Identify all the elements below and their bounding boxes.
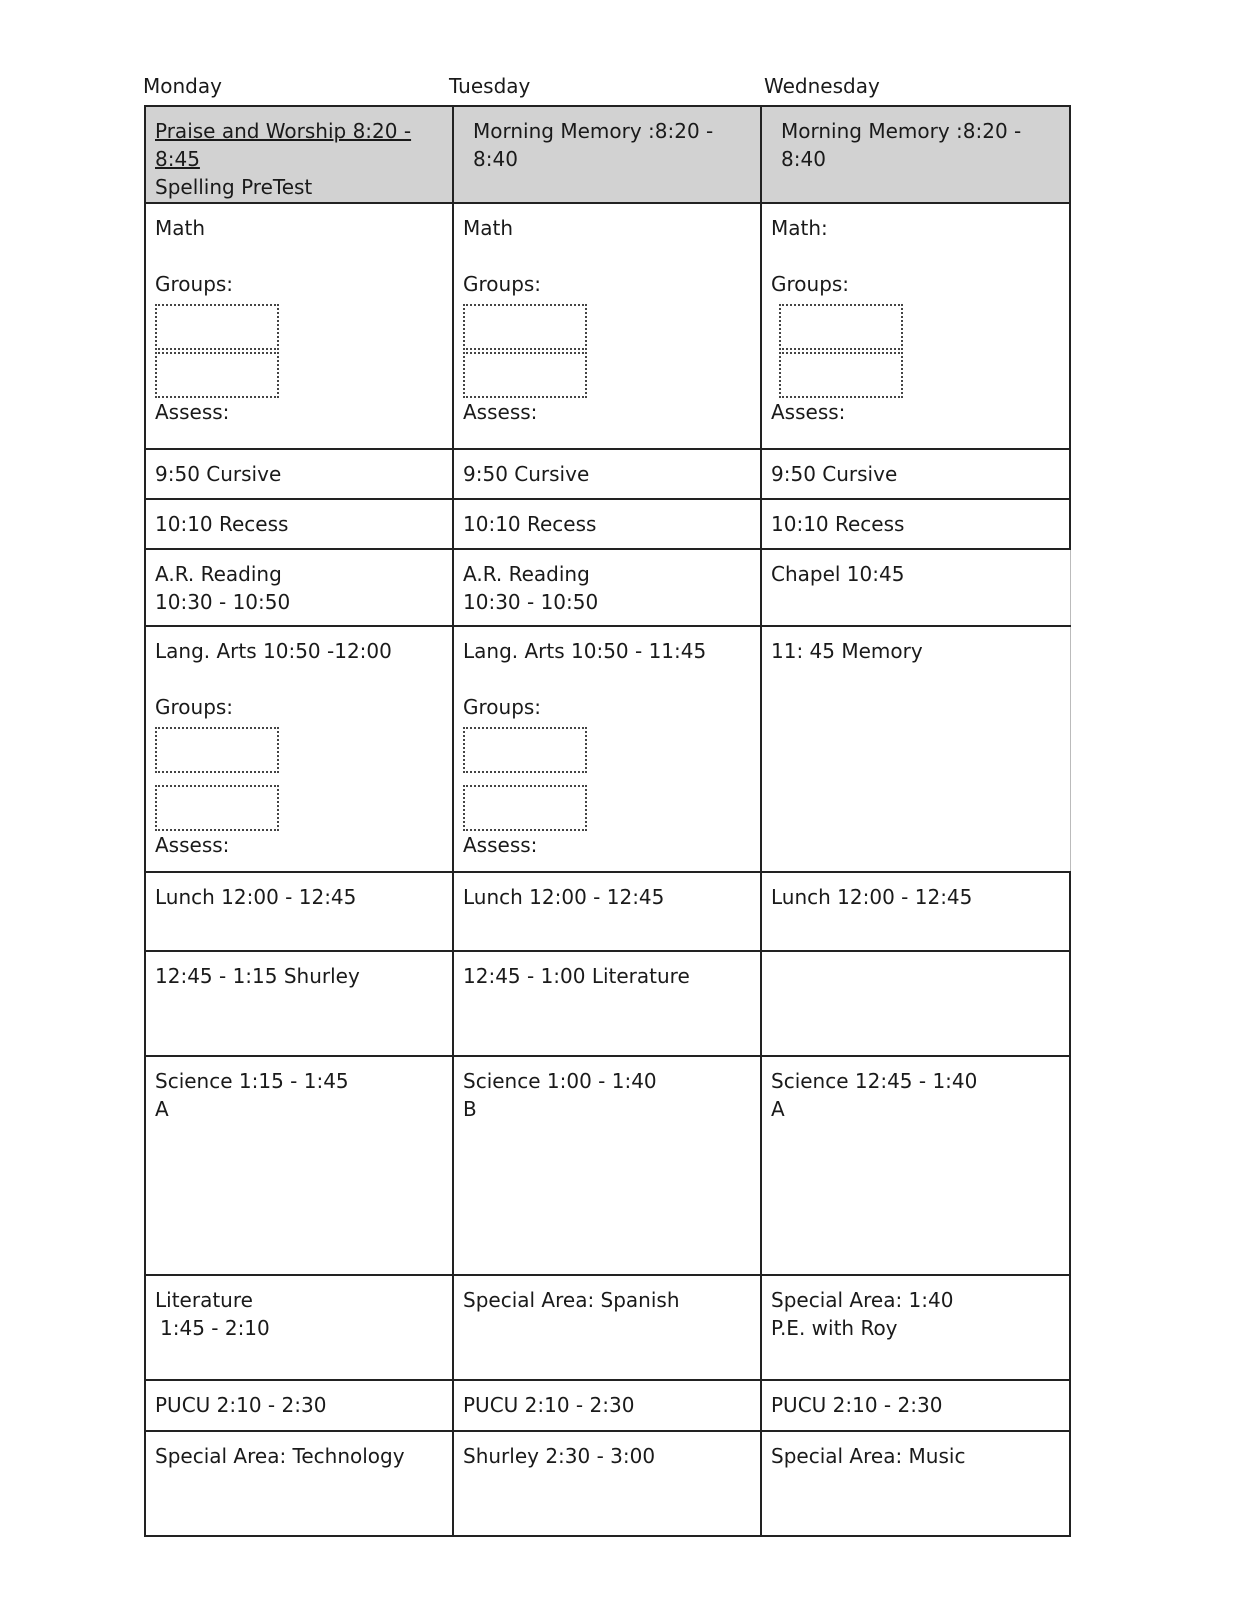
- groups-label: Groups:: [463, 272, 542, 297]
- cell-text: Science 12:45 - 1:40: [771, 1068, 978, 1093]
- group-box: [155, 352, 279, 398]
- cell-langarts-wednesday: [761, 626, 1070, 872]
- cell-special1-wednesday: [761, 1275, 1070, 1380]
- assess-label: Assess:: [463, 833, 538, 858]
- cell-science-tuesday: [453, 1056, 761, 1275]
- cell-text: Math: [463, 216, 514, 241]
- cell-reading-tuesday: [453, 549, 761, 627]
- cell-text: Special Area: Technology: [155, 1443, 405, 1468]
- cell-final-monday: [145, 1431, 453, 1536]
- cell-text: Spelling PreTest: [155, 175, 313, 199]
- cell-text: Special Area: 1:40: [771, 1288, 954, 1313]
- day-header-monday: Monday: [143, 74, 222, 98]
- cell-text: Special Area: Spanish: [463, 1288, 680, 1313]
- cell-text: Shurley 2:30 - 3:00: [463, 1443, 656, 1468]
- cell-text: PUCU 2:10 - 2:30: [463, 1393, 635, 1418]
- cell-text: A: [155, 1096, 169, 1121]
- cell-text: 12:45 - 1:15 Shurley: [155, 963, 360, 988]
- cell-text: 10:10 Recess: [155, 512, 289, 537]
- cell-text: Science 1:15 - 1:45: [155, 1068, 349, 1093]
- cell-afterlunch-tuesday: [453, 951, 761, 1056]
- cell-text: 10:10 Recess: [463, 512, 597, 537]
- cell-special1-monday: [145, 1275, 453, 1380]
- cell-text: Praise and Worship 8:20 - 8:45: [155, 119, 412, 171]
- group-box: [779, 352, 903, 398]
- schedule-table: [144, 105, 1071, 1537]
- cell-text: 9:50 Cursive: [155, 461, 282, 486]
- table-row: [145, 951, 1070, 1056]
- cell-recess-tuesday: [453, 499, 761, 549]
- cell-afterlunch-monday: [145, 951, 453, 1056]
- cell-recess-wednesday: [761, 499, 1070, 549]
- cell-math-wednesday: [761, 203, 1070, 449]
- cell-reading-wednesday: [761, 549, 1070, 627]
- cell-cursive-monday: [145, 449, 453, 500]
- table-row: [145, 1431, 1070, 1536]
- table-row: [145, 1275, 1070, 1380]
- assess-label: Assess:: [463, 400, 538, 425]
- cell-lunch-tuesday: [453, 872, 761, 951]
- cell-text: A.R. Reading: [463, 561, 590, 586]
- table-row: [145, 203, 1070, 449]
- cell-text: Special Area: Music: [771, 1443, 966, 1468]
- cell-science-wednesday: [761, 1056, 1070, 1275]
- cell-text: Morning Memory :8:20 - 8:40: [473, 119, 714, 171]
- cell-text: Lunch 12:00 - 12:45: [463, 884, 665, 909]
- cell-reading-monday: [145, 549, 453, 627]
- cell-text: A: [771, 1096, 785, 1121]
- cell-lunch-monday: [145, 872, 453, 951]
- table-row: [145, 549, 1070, 627]
- cell-text: 1:45 - 2:10: [160, 1316, 270, 1341]
- groups-label: Groups:: [155, 695, 234, 720]
- cell-text: A.R. Reading: [155, 561, 282, 586]
- cell-text: Morning Memory :8:20 - 8:40: [781, 119, 1022, 171]
- table-row: [145, 1056, 1070, 1275]
- group-box: [155, 785, 279, 831]
- group-box: [463, 785, 587, 831]
- cell-final-tuesday: [453, 1431, 761, 1536]
- cell-text: PUCU 2:10 - 2:30: [771, 1393, 943, 1418]
- cell-text: Lang. Arts 10:50 - 11:45: [463, 639, 707, 664]
- cell-text: Lunch 12:00 - 12:45: [155, 884, 357, 909]
- cell-text: 12:45 - 1:00 Literature: [463, 963, 690, 988]
- table-row: [145, 106, 1070, 203]
- groups-label: Groups:: [463, 695, 542, 720]
- cell-text: 9:50 Cursive: [463, 461, 590, 486]
- cell-text: 11: 45 Memory: [771, 639, 923, 664]
- assess-label: Assess:: [155, 833, 230, 858]
- table-row: [145, 499, 1070, 549]
- cell-text: Chapel 10:45: [771, 561, 905, 586]
- cell-text: 10:10 Recess: [771, 512, 905, 537]
- cell-cursive-tuesday: [453, 449, 761, 500]
- cell-text: Literature: [155, 1288, 253, 1313]
- cell-final-wednesday: [761, 1431, 1070, 1536]
- cell-text: Lunch 12:00 - 12:45: [771, 884, 973, 909]
- cell-pucu-tuesday: [453, 1380, 761, 1431]
- cell-langarts-tuesday: [453, 626, 761, 872]
- table-row: [145, 626, 1070, 872]
- groups-label: Groups:: [771, 272, 850, 297]
- groups-label: Groups:: [155, 272, 234, 297]
- cell-text: 10:30 - 10:50: [463, 589, 599, 614]
- group-box: [463, 352, 587, 398]
- cell-langarts-monday: [145, 626, 453, 872]
- group-box: [463, 727, 587, 773]
- group-box: [155, 727, 279, 773]
- cell-opening-monday: [145, 106, 453, 203]
- cell-text: Lang. Arts 10:50 -12:00: [155, 639, 392, 664]
- day-header-tuesday: Tuesday: [449, 74, 531, 98]
- cell-science-monday: [145, 1056, 453, 1275]
- cell-pucu-wednesday: [761, 1380, 1070, 1431]
- table-row: [145, 449, 1070, 500]
- cell-text: Math: [155, 216, 206, 241]
- assess-label: Assess:: [155, 400, 230, 425]
- cell-pucu-monday: [145, 1380, 453, 1431]
- cell-opening-wednesday: [761, 106, 1070, 203]
- cell-text: 9:50 Cursive: [771, 461, 898, 486]
- cell-afterlunch-wednesday: [761, 951, 1070, 1056]
- cell-text: B: [463, 1096, 477, 1121]
- group-box: [779, 304, 903, 350]
- group-box: [463, 304, 587, 350]
- table-row: [145, 872, 1070, 951]
- cell-math-tuesday: [453, 203, 761, 449]
- cell-special1-tuesday: [453, 1275, 761, 1380]
- cell-recess-monday: [145, 499, 453, 549]
- cell-opening-tuesday: [453, 106, 761, 203]
- cell-math-monday: [145, 203, 453, 449]
- cell-text: Science 1:00 - 1:40: [463, 1068, 657, 1093]
- cell-cursive-wednesday: [761, 449, 1070, 500]
- cell-text: 10:30 - 10:50: [155, 589, 291, 614]
- assess-label: Assess:: [771, 400, 846, 425]
- group-box: [155, 304, 279, 350]
- cell-text: PUCU 2:10 - 2:30: [155, 1393, 327, 1418]
- table-row: [145, 1380, 1070, 1431]
- cell-text: Math:: [771, 216, 828, 241]
- day-header-wednesday: Wednesday: [764, 74, 880, 98]
- cell-lunch-wednesday: [761, 872, 1070, 951]
- cell-text: P.E. with Roy: [771, 1316, 898, 1341]
